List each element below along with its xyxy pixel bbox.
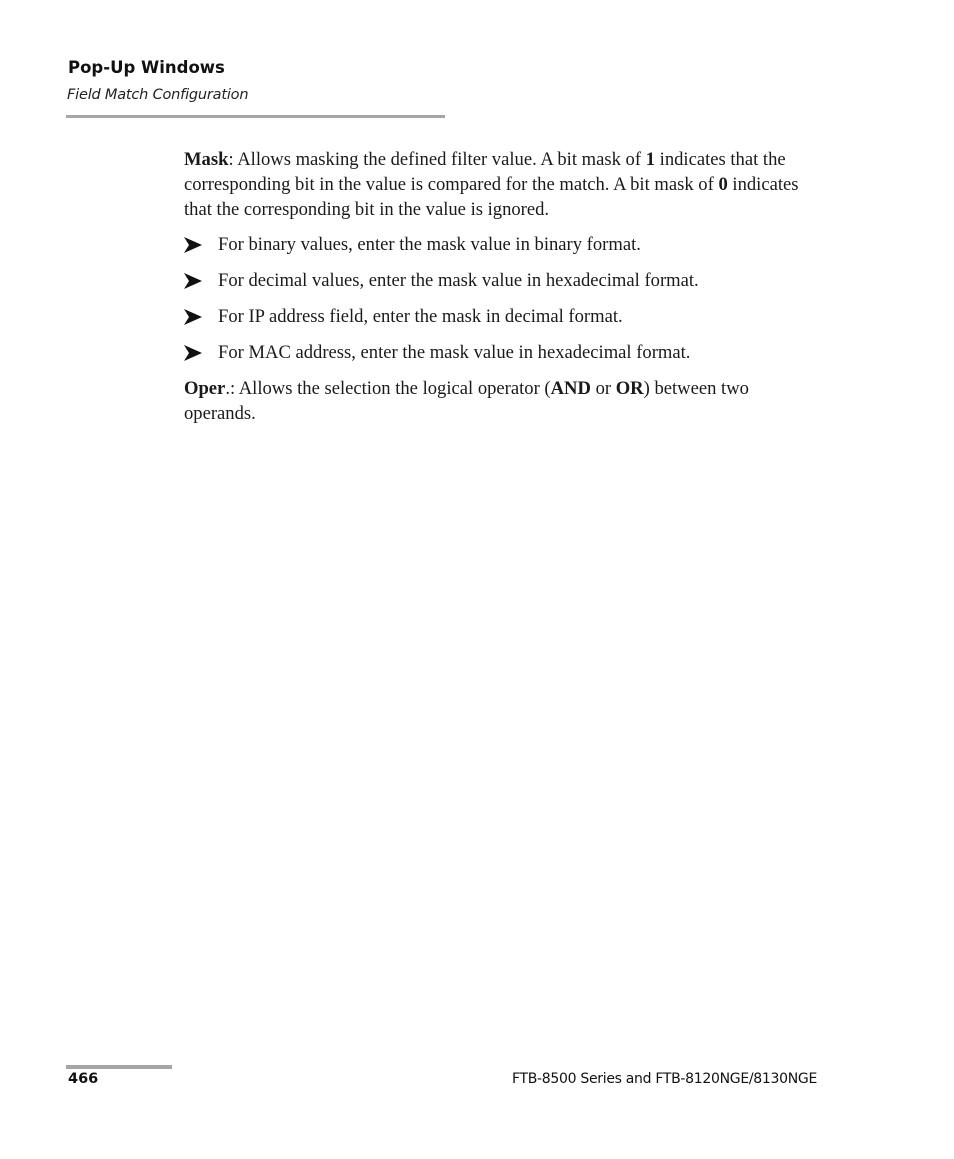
section-subtitle: Field Match Configuration xyxy=(67,87,249,103)
footer-product-title: FTB-8500 Series and FTB-8120NGE/8130NGE xyxy=(511,1071,817,1087)
arrowhead-bullet-icon xyxy=(184,309,202,325)
mask-paragraph xyxy=(184,147,824,222)
list-item xyxy=(184,304,824,329)
arrowhead-bullet-icon xyxy=(184,237,202,253)
mask-value-zero: 0 xyxy=(718,174,728,195)
list-item xyxy=(184,268,824,293)
oper-text-1: .: Allows the selection the logical operator ( xyxy=(225,378,551,399)
or-operator: OR xyxy=(615,378,644,399)
mask-text-2: indicates that the corresponding bit in the value is compared for the match. A bit mask of xyxy=(184,149,786,195)
list-item xyxy=(184,232,824,257)
list-item-text: For binary values, enter the mask value in binary format. xyxy=(218,234,641,255)
list-item-text: For decimal values, enter the mask value in hexadecimal format. xyxy=(218,270,699,291)
oper-text-2: ) between two operands. xyxy=(184,378,749,424)
oper-term: Oper xyxy=(184,378,226,399)
arrowhead-bullet-icon xyxy=(184,273,202,289)
mask-format-list xyxy=(184,232,824,365)
footer-divider xyxy=(66,1065,172,1069)
arrowhead-bullet-icon xyxy=(184,345,202,361)
oper-paragraph xyxy=(184,376,824,426)
list-item xyxy=(184,340,824,365)
list-item-text: For IP address field, enter the mask in decimal format. xyxy=(218,306,623,327)
list-item-text: For MAC address, enter the mask value in hexadecimal format. xyxy=(218,342,691,363)
mask-term: Mask xyxy=(184,149,229,170)
body-content xyxy=(184,147,824,436)
mask-text-1: : Allows masking the defined filter value. A bit mask of xyxy=(228,149,646,170)
oper-or-word: or xyxy=(590,378,616,399)
header-divider xyxy=(66,115,445,118)
mask-text-3: indicates that the corresponding bit in the value is ignored. xyxy=(184,174,799,220)
mask-value-one: 1 xyxy=(645,149,655,170)
section-title: Pop-Up Windows xyxy=(68,58,225,77)
and-operator: AND xyxy=(550,378,591,399)
page-number: 466 xyxy=(68,1071,99,1087)
